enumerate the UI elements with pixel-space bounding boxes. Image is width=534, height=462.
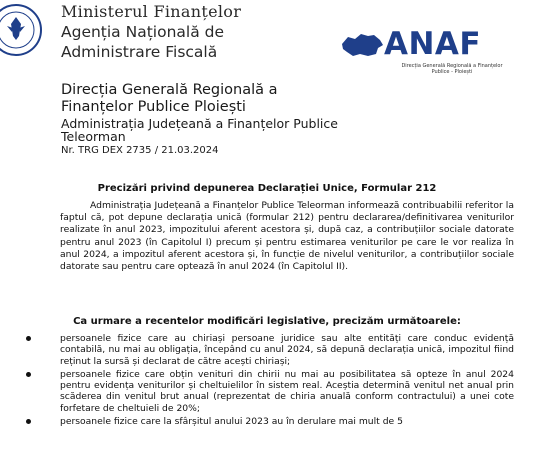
- anaf-subtitle: Direcția Generală Regională a Finanțelor Publice - Ploiești: [401, 63, 503, 75]
- intro-paragraph: Administrația Județeană a Finanțelor Publice Teleorman informează contribuabilii referitor la faptul că, pot depune declarația unică (formular 212) pentru declararea/definitivarea veniturilor realizate în anul 2023, impozitului aferent acestora și, după caz, a contribuțiilor sociale datorate pentru anul 2023 (în Capitolul I) precum și pentru estimarea veniturilor pe care le vor realiza în anul 2024, a impozitul aferent acestora și, în funcție de nivelul veniturilor, a contribuțiilor sociale datorate sau pentru care optează în anul 2024 (în Capitolul II).: [60, 200, 514, 273]
- ministry-seal-icon: [0, 4, 42, 56]
- agency-name: Agenția Națională de Administrare Fiscală: [61, 23, 224, 61]
- anaf-logo: [340, 26, 530, 86]
- list-item-text: persoanele fizice care obțin venituri din chirii nu mai au posibilitatea să opteze în anul 2024 pentru evidența veniturilor și cheltuielilor în sistem real. Aceștia determină venitul net anual prin scăderea din venitul brut anual (reprezentat de chiria anuală conform contractului) a unei cote forfetare de cheltuieli de 20%;: [60, 368, 514, 414]
- document-title: Precizări privind depunerea Declarației Unice, Formular 212: [97, 183, 437, 194]
- romania-map-icon: [340, 32, 384, 58]
- directorate-name: Direcția Generală Regională a Finanțelor Publice Ploiești: [61, 82, 278, 115]
- document-number: Nr. TRG DEX 2735 / 21.03.2024: [61, 145, 219, 156]
- bullet-list: [60, 333, 514, 429]
- list-item: [60, 416, 514, 427]
- bullet-icon: [26, 419, 31, 424]
- section-heading: Ca urmare a recentelor modificări legislative, precizăm următoarele:: [73, 316, 461, 327]
- bullet-icon: [26, 336, 31, 341]
- list-item: [60, 333, 514, 367]
- list-item-text: persoanele fizice care au chiriași persoane juridice sau alte entități care conduc evidență contabilă, nu mai au obligația, începând cu anul 2024, să depună declarația unică, impozitul fiind reținut la sursă și declarat de către acești chiriași;: [60, 333, 514, 367]
- county-administration-name: Administrația Județeană a Finanțelor Publice Teleorman: [61, 116, 338, 144]
- bullet-icon: [26, 372, 31, 377]
- anaf-wordmark: ANAF: [384, 26, 482, 62]
- list-item-text: persoanele fizice care la sfârșitul anului 2023 au în derulare mai mult de 5: [60, 416, 403, 428]
- ministry-name: Ministerul Finanțelor: [61, 2, 242, 21]
- list-item: [60, 369, 514, 414]
